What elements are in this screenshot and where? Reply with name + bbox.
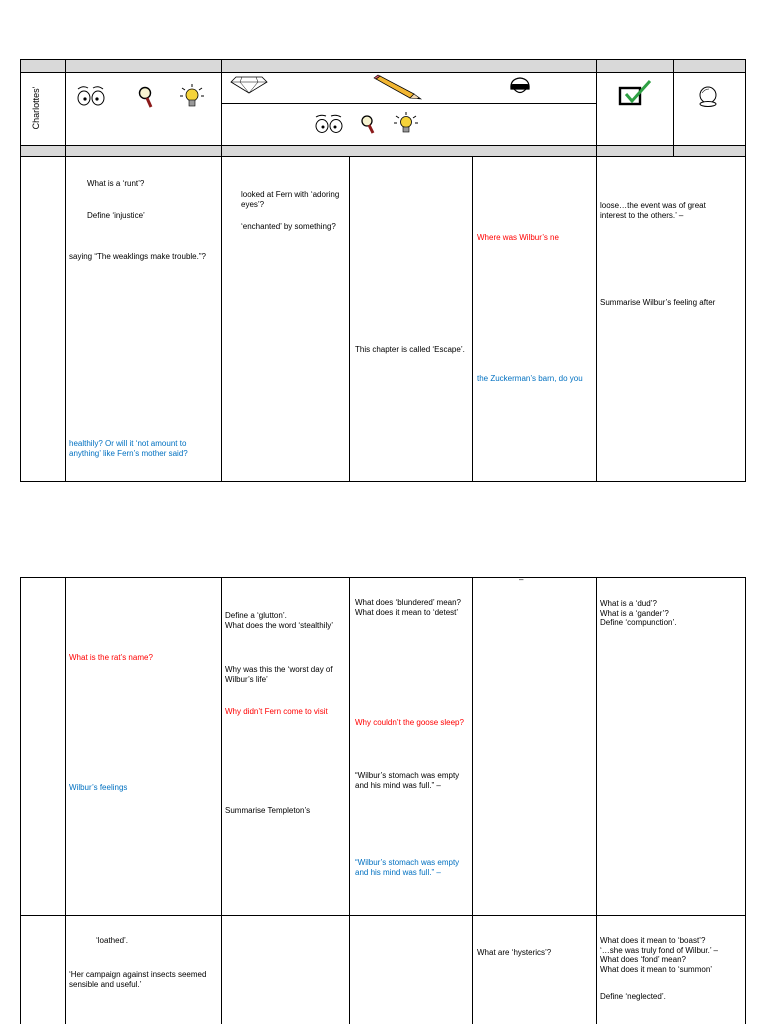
helmet-icon — [508, 77, 532, 97]
t1-col5-q1: loose…the event was of great interest to the others.’ – — [600, 201, 706, 220]
t1-col2-q2: ‘enchanted’ by something? — [241, 222, 336, 231]
t2-r1-col3-q4: “Wilbur’s stomach was empty and his mind was full.” – — [355, 858, 460, 877]
t2-r1-col5-q1: What is a ‘dud’? What is a ‘gander’? Define ‘compunction’. — [600, 599, 677, 627]
magnifier-icon-small — [360, 114, 376, 136]
t2-r2-col5-q1: What does it mean to ‘boast’? ‘…she was truly fond of Wilbur.’ – What does ‘fond’ mean? What does it mean to ‘summon’ — [600, 936, 718, 974]
diamond-icon — [230, 76, 268, 94]
t2-dash: – — [519, 575, 524, 584]
t1-col2-q1: looked at Fern with ‘adoring eyes’? — [241, 190, 340, 209]
t2-r1-col3-q2: Why couldn’t the goose sleep? — [355, 718, 464, 727]
t1-col5-q2: Summarise Wilbur’s feeling after — [600, 298, 716, 307]
table-1-row-label: Charlottes' — [31, 86, 41, 130]
t2-r1-col3-q1: What does ‘blundered’ mean? What does it mean to ‘detest’ — [355, 598, 461, 617]
t2-r2-col1-q2: ‘Her campaign against insects seemed sensible and useful.’ — [69, 970, 207, 989]
t1-col1-q2: Define ‘injustice’ — [87, 211, 145, 220]
t2-r1-col2-q2: Why was this the ‘worst day of Wilbur’s life’ — [225, 665, 333, 684]
t1-col4-q1: Where was Wilbur’s ne — [477, 233, 559, 242]
t2-r1-col1-q2: Wilbur’s feelings — [69, 783, 128, 792]
t2-r1-col2-q1: Define a ‘glutton’. What does the word ‘stealthily’ — [225, 611, 334, 630]
t2-r1-col2-q4: Summarise Templeton’s — [225, 806, 311, 815]
t1-col1-q3: saying “The weaklings make trouble.”? — [69, 252, 206, 261]
table-1-header-band — [20, 59, 745, 72]
pencil-icon — [374, 76, 422, 100]
t2-r2-col5-q2: Define ‘neglected’. — [600, 992, 666, 1001]
magnifier-icon — [138, 86, 154, 110]
eyes-icon-small — [314, 114, 344, 134]
lightbulb-icon — [180, 84, 204, 110]
crystal-ball-icon — [697, 86, 719, 108]
t1-col3-q1: This chapter is called ‘Escape’. — [355, 345, 465, 354]
table-1-separator-band — [20, 145, 745, 156]
t1-col1-q4: healthily? Or will it ‘not amount to anything’ like Fern’s mother said? — [69, 439, 188, 458]
t2-r2-col1-q1: ‘loathed’. — [96, 936, 129, 945]
t1-col1-q1: What is a ‘runt’? — [87, 179, 145, 188]
t2-r1-col3-q3: “Wilbur’s stomach was empty and his mind was full.” – — [355, 771, 460, 790]
t2-r1-col2-q3: Why didn’t Fern come to visit — [225, 707, 328, 716]
lightbulb-icon-small — [394, 112, 418, 136]
eyes-icon — [76, 85, 106, 107]
checkbox-icon — [618, 80, 652, 106]
t2-r2-col4-q1: What are ‘hysterics’? — [477, 948, 552, 957]
t1-col4-q2: the Zuckerman’s barn, do you — [477, 374, 583, 383]
t2-r1-col1-q1: What is the rat’s name? — [69, 653, 153, 662]
